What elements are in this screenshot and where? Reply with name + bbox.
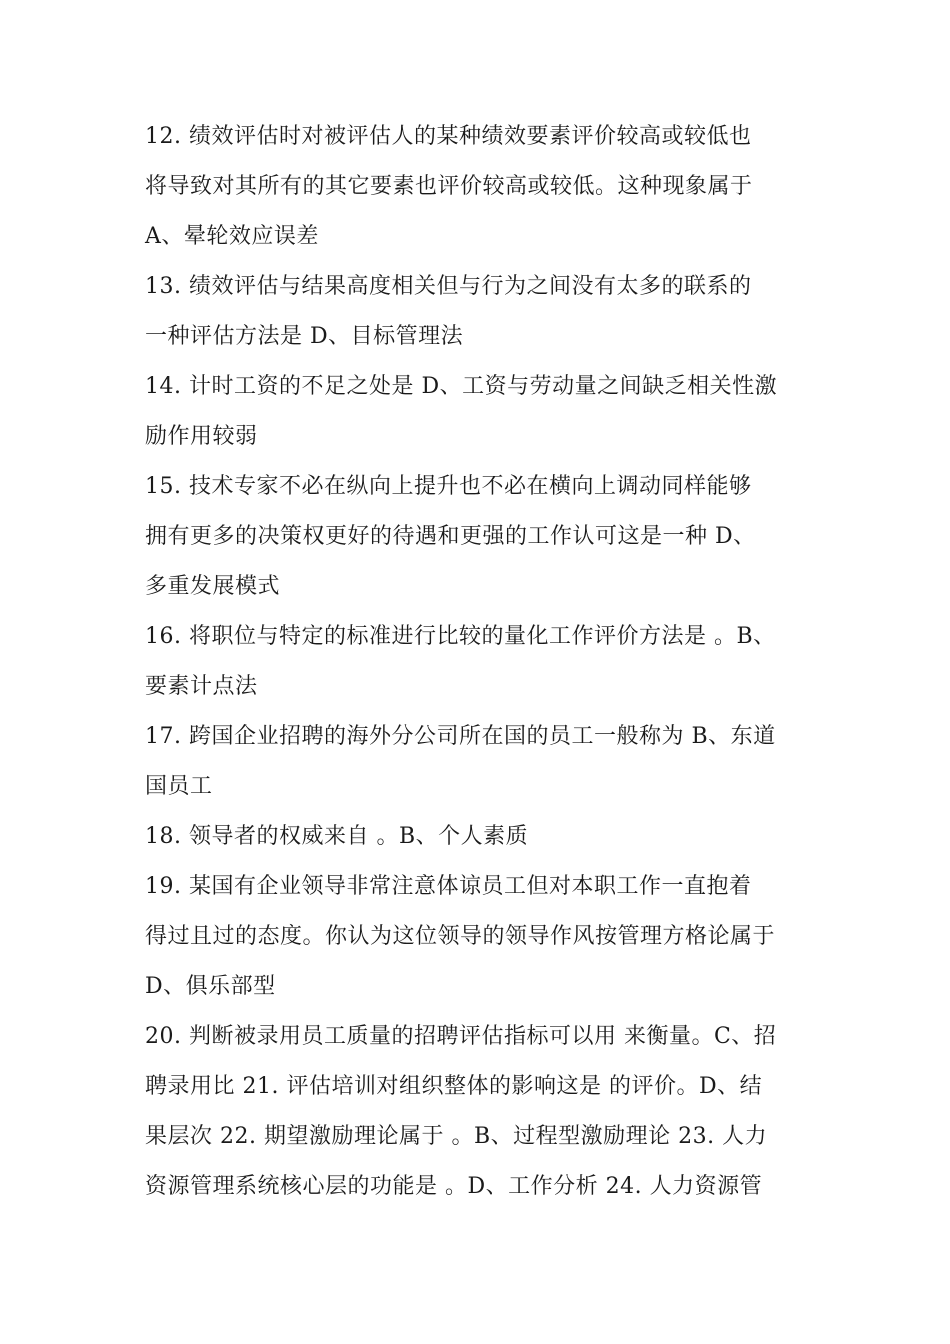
text-line-19: 20. 判断被录用员工质量的招聘评估指标可以用 来衡量。C、招	[145, 1024, 777, 1049]
text-line-10: 多重发展模式	[145, 574, 281, 599]
text-line-11: 16. 将职位与特定的标准进行比较的量化工作评价方法是 。B、	[145, 624, 776, 649]
text-line-20: 聘录用比 21. 评估培训对组织整体的影响这是 的评价。D、结	[145, 1074, 763, 1099]
text-line-21: 果层次 22. 期望激励理论属于 。B、过程型激励理论 23. 人力	[145, 1124, 768, 1149]
text-line-16: 19. 某国有企业领导非常注意体谅员工但对本职工作一直抱着	[145, 874, 752, 899]
text-line-9: 拥有更多的决策权更好的待遇和更强的工作认可这是一种 D、	[145, 524, 756, 549]
text-line-5: 一种评估方法是 D、目标管理法	[145, 324, 464, 349]
text-line-18: D、俱乐部型	[145, 974, 276, 999]
text-line-8: 15. 技术专家不必在纵向上提升也不必在横向上调动同样能够	[145, 474, 752, 499]
text-line-3: A、晕轮效应误差	[145, 224, 319, 249]
text-line-1: 12. 绩效评估时对被评估人的某种绩效要素评价较高或较低也	[145, 124, 752, 149]
text-line-4: 13. 绩效评估与结果高度相关但与行为之间没有太多的联系的	[145, 274, 752, 299]
text-line-14: 国员工	[145, 774, 213, 799]
document-body	[145, 112, 825, 1212]
text-line-2: 将导致对其所有的其它要素也评价较高或较低。这种现象属于	[145, 174, 753, 199]
text-line-13: 17. 跨国企业招聘的海外分公司所在国的员工一般称为 B、东道	[145, 724, 776, 749]
text-line-12: 要素计点法	[145, 674, 258, 699]
text-line-15: 18. 领导者的权威来自 。B、个人素质	[145, 824, 529, 849]
text-line-7: 励作用较弱	[145, 424, 258, 449]
text-line-17: 得过且过的态度。你认为这位领导的领导作风按管理方格论属于	[145, 924, 776, 949]
text-line-6: 14. 计时工资的不足之处是 D、工资与劳动量之间缺乏相关性激	[145, 374, 778, 399]
text-line-22: 资源管理系统核心层的功能是 。D、工作分析 24. 人力资源管	[145, 1174, 763, 1199]
